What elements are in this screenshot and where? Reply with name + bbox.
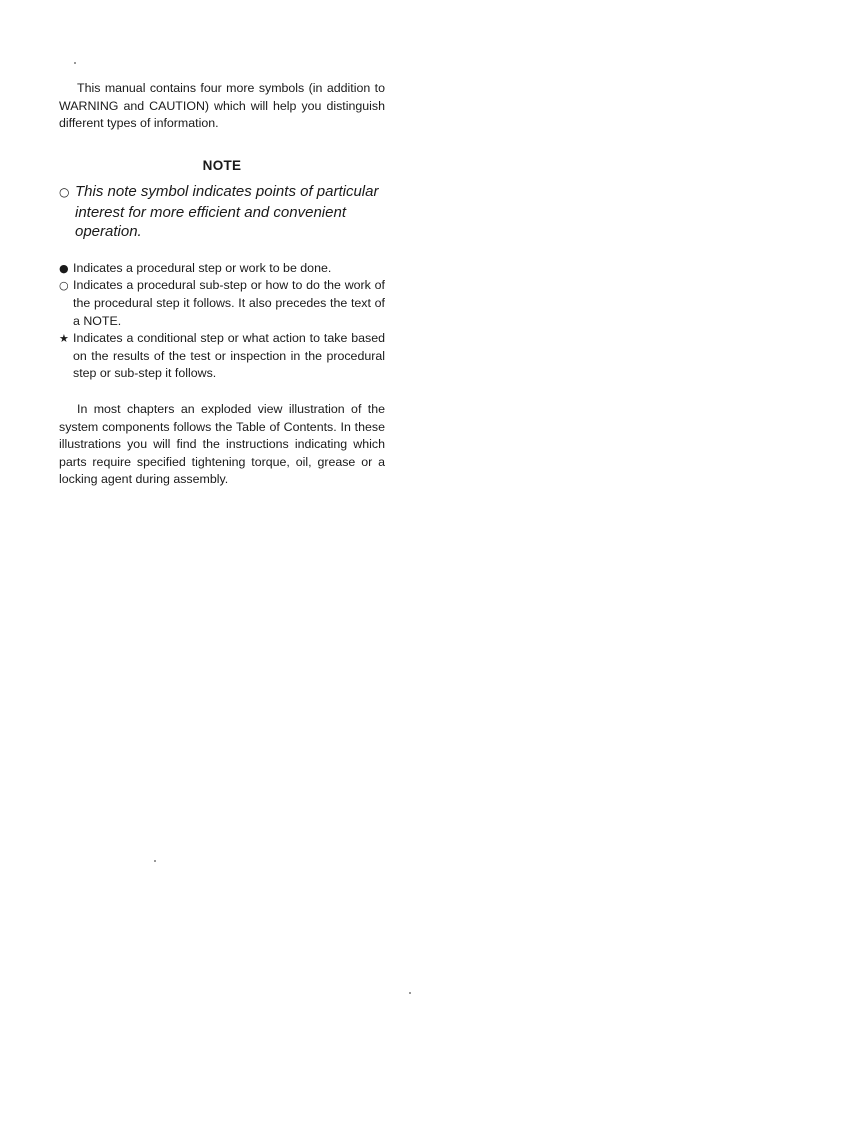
symbol-item-text: Indicates a conditional step or what action to take based on the results of the test or inspection in the procedural step or sub-step it follows.	[73, 331, 385, 381]
symbol-item-text: Indicates a procedural sub-step or how to do the work of the procedural step it follows. It also precedes the text of a NOTE.	[73, 278, 385, 328]
symbol-item-procedural-step	[59, 260, 385, 278]
symbol-item-sub-step	[59, 277, 385, 330]
closing-paragraph: In most chapters an exploded view illustration of the system components follows the Table of Contents. In these illustrations you will find the instructions indicating which parts require specified tightening torque, oil, grease or a locking agent during assembly.	[59, 402, 385, 487]
symbol-item-conditional-step	[59, 330, 385, 383]
scan-speck	[154, 860, 156, 862]
note-text: This note symbol indicates points of particular interest for more efficient and convenient operation.	[75, 183, 379, 241]
symbol-list	[59, 260, 385, 383]
note-body	[59, 182, 385, 242]
filled-circle-icon: ●	[59, 261, 69, 275]
manual-text-column	[59, 80, 385, 489]
scan-speck	[409, 992, 411, 994]
note-heading: NOTE	[202, 157, 242, 173]
star-icon: ★	[59, 332, 69, 346]
scan-speck	[74, 62, 76, 64]
symbol-item-text: Indicates a procedural step or work to be done.	[73, 260, 332, 275]
open-circle-icon: ○	[59, 279, 69, 293]
intro-paragraph: This manual contains four more symbols (in addition to WARNING and CAUTION) which will help you distinguish different types of information.	[59, 81, 385, 131]
open-circle-icon: ○	[59, 185, 70, 200]
